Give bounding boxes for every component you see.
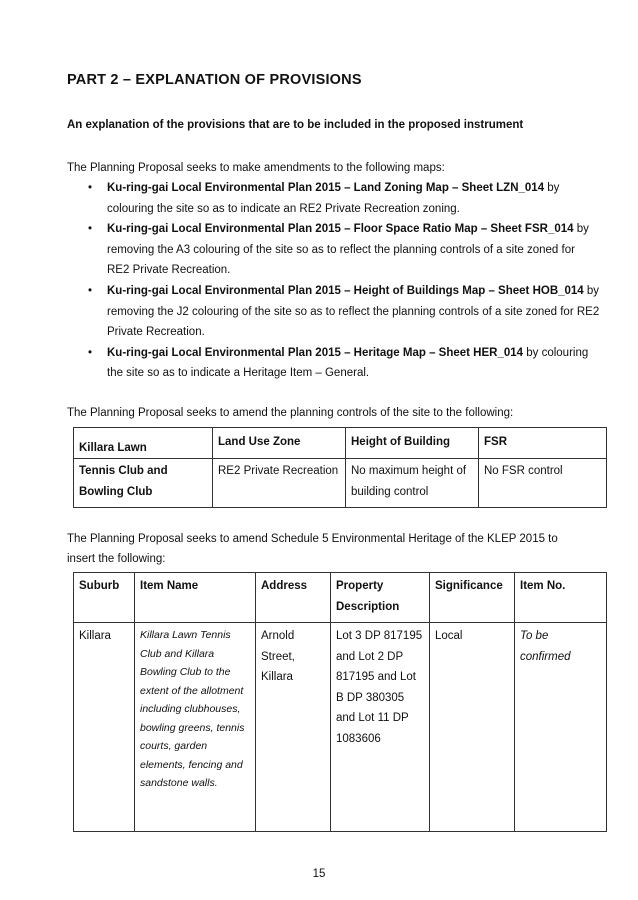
table-cell: No FSR control xyxy=(479,459,607,508)
list-item xyxy=(88,343,600,384)
header-cell: Item No. xyxy=(515,573,607,623)
header-cell: FSR xyxy=(479,428,607,459)
header-cell: Address xyxy=(256,573,331,623)
header-cell: Land Use Zone xyxy=(213,428,346,459)
bullet-text: by removing the J2 colouring of the site so as to reflect the planning controls of a site zoned for RE2 Private Recreation. xyxy=(107,284,600,339)
intro-schedule: The Planning Proposal seeks to amend Schedule 5 Environmental Heritage of the KLEP 2015 to insert the following: xyxy=(67,533,558,565)
list-item xyxy=(88,219,600,281)
bullet-text: by removing the A3 colouring of the site so as to reflect the planning controls of a site zoned for RE2 Private Recreation. xyxy=(107,223,589,277)
table-cell: To be confirmed xyxy=(515,623,607,832)
header-cell: Item Name xyxy=(135,573,256,623)
bullet-bold-text: Ku-ring-gai Local Environmental Plan 2015 – Heritage Map – Sheet HER_014 xyxy=(107,346,524,359)
bullet-text: by colouring the site so as to indicate a Heritage Item – General. xyxy=(107,346,589,380)
header-cell: Suburb xyxy=(74,573,135,623)
bullet-icon: • xyxy=(88,223,93,236)
bullet-bold-text: Ku-ring-gai Local Environmental Plan 2015 – Floor Space Ratio Map – Sheet FSR_014 xyxy=(107,223,574,236)
table-cell: Killara Lawn Tennis Club and Killara Bowling Club to the extent of the allotment including clubhouses, bowling greens, tennis courts, garden elements, fencing and sandstone walls. xyxy=(135,623,256,832)
list-item xyxy=(88,178,600,219)
bullet-icon: • xyxy=(88,284,93,297)
table-row xyxy=(74,623,607,832)
table-header-row xyxy=(74,428,607,459)
table-cell: No maximum height of building control xyxy=(346,459,479,508)
heritage-schedule-table xyxy=(73,572,607,832)
table-cell: Killara xyxy=(74,623,135,832)
header-cell: Property Description xyxy=(331,573,430,623)
list-item xyxy=(88,281,600,343)
bullet-text: by colouring the site so as to indicate an RE2 Private Recreation zoning. xyxy=(107,182,560,215)
bullet-bold-text: Ku-ring-gai Local Environmental Plan 2015 – Height of Buildings Map – Sheet HOB_014 xyxy=(107,284,584,297)
table-cell: Lot 3 DP 817195 and Lot 2 DP 817195 and Lot B DP 380305 and Lot 11 DP 1083606 xyxy=(331,623,430,832)
bullet-icon: • xyxy=(88,346,93,359)
table-cell: Arnold Street, Killara xyxy=(256,623,331,832)
header-cell: Height of Building xyxy=(346,428,479,459)
table-row xyxy=(74,459,607,508)
table-cell: Tennis Club and Bowling Club xyxy=(74,459,213,508)
intro-maps: The Planning Proposal seeks to make amendments to the following maps: xyxy=(67,162,445,174)
table-header-row xyxy=(74,573,607,623)
page-title: PART 2 – EXPLANATION OF PROVISIONS xyxy=(67,72,362,88)
table-cell: RE2 Private Recreation xyxy=(213,459,346,508)
intro-controls: The Planning Proposal seeks to amend the planning controls of the site to the following: xyxy=(67,407,514,419)
header-cell: Significance xyxy=(430,573,515,623)
planning-controls-table xyxy=(73,427,607,508)
header-cell: Killara Lawn xyxy=(74,428,213,459)
bullet-icon: • xyxy=(88,182,93,194)
page-number: 15 xyxy=(312,868,326,880)
map-amendments-list xyxy=(88,178,600,384)
section-subheading: An explanation of the provisions that are to be included in the proposed instrument xyxy=(67,119,524,131)
table-cell: Local xyxy=(430,623,515,832)
bullet-bold-text: Ku-ring-gai Local Environmental Plan 2015 – Land Zoning Map – Sheet LZN_014 xyxy=(107,182,545,194)
